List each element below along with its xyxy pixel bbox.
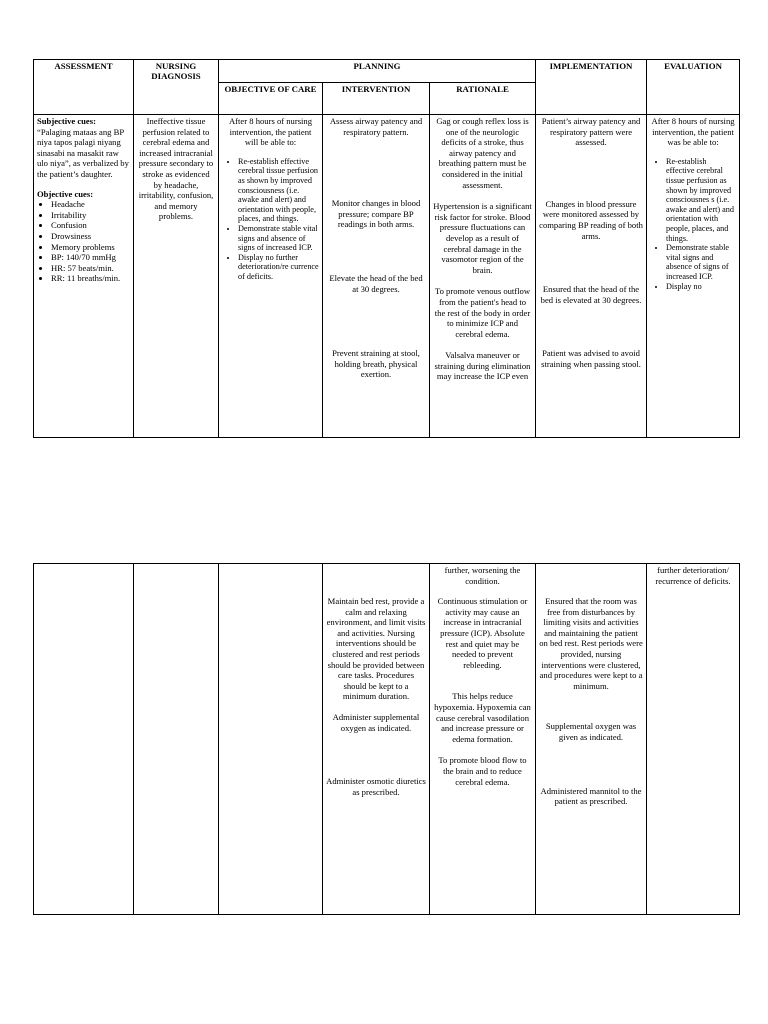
objective-goals-list bbox=[222, 157, 319, 282]
header-nursing-diagnosis: NURSING DIAGNOSIS bbox=[134, 60, 219, 115]
intervention-text: Monitor changes in blood pressure; compare BP readings in both arms. bbox=[331, 198, 421, 230]
header-planning: PLANNING bbox=[219, 60, 536, 83]
intervention-text: Prevent straining at stool, holding breath, physical exertion. bbox=[332, 348, 420, 380]
implementation-text: Supplemental oxygen was given as indicated. bbox=[545, 721, 637, 742]
list-item: • Display no bbox=[666, 282, 736, 292]
care-plan-table-page-2 bbox=[33, 563, 740, 915]
objective-cell-empty bbox=[219, 564, 323, 915]
list-item: • Confusion bbox=[51, 220, 130, 231]
rationale-text: Gag or cough reflex loss is one of the neurologic deficits of a stroke, thus airway patency and breathing pattern must be considered in the initial assessment. bbox=[436, 116, 529, 190]
rationale-text: Continuous stimulation or activity may cause an increase in intracranial pressure (ICP). Absolute rest and quiet may be needed to prevent rebleeding. bbox=[437, 596, 528, 670]
subjective-text: “Palaging mataas ang BP niya tapos palagi niyang sinasabi na masakit raw ulo niya”, as verbalized by the patient’s daughter. bbox=[37, 126, 129, 179]
list-item: • Demonstrate stable vital signs and absence of signs of increased ICP. bbox=[666, 243, 736, 281]
list-item: • Display no further deterioration/re currence of deficits. bbox=[238, 253, 319, 282]
implementation-cell bbox=[536, 115, 647, 438]
rationale-cell bbox=[430, 115, 536, 438]
intervention-text: Administer osmotic diuretics as prescribed. bbox=[326, 776, 426, 797]
subjective-label: Subjective cues: bbox=[37, 116, 96, 126]
evaluation-intro: After 8 hours of nursing intervention, the patient was be able to: bbox=[651, 116, 735, 148]
list-item: • RR: 11 breaths/min. bbox=[51, 273, 130, 284]
rationale-text: This helps reduce hypoxemia. Hypoxemia can cause cerebral vasodilation and increase pressure or edema formation. bbox=[434, 691, 531, 744]
implementation-text: Patient’s airway patency and respiratory pattern were assessed. bbox=[541, 116, 641, 148]
list-item: • Headache bbox=[51, 199, 130, 210]
objective-cues-list bbox=[37, 199, 130, 284]
header-implementation: IMPLEMENTATION bbox=[536, 60, 647, 115]
header-evaluation: EVALUATION bbox=[647, 60, 740, 115]
list-item: • Demonstrate stable vital signs and absence of signs of increased ICP. bbox=[238, 224, 319, 253]
list-item: • HR: 57 beats/min. bbox=[51, 263, 130, 274]
diagnosis-cell-empty bbox=[134, 564, 219, 915]
rationale-text: Hypertension is a significant risk factor for stroke. Blood pressure fluctuations can develop as a result of cerebral damage in the vasomotor region of the brain. bbox=[433, 201, 532, 275]
list-item: • Memory problems bbox=[51, 242, 130, 253]
header-assessment: ASSESSMENT bbox=[34, 60, 134, 115]
care-plan-table-page-1 bbox=[33, 59, 740, 438]
rationale-text: Valsalva maneuver or straining during elimination may increase the ICP even bbox=[434, 350, 531, 382]
intervention-text: Elevate the head of the bed at 30 degrees. bbox=[329, 272, 423, 294]
intervention-cell bbox=[323, 564, 430, 915]
list-item: • BP: 140/70 mmHg bbox=[51, 252, 130, 263]
evaluation-continued: further deterioration/ recurrence of deficits. bbox=[655, 565, 731, 586]
rationale-text: To promote venous outflow from the patient's head to the rest of the body in order to minimize ICP and cerebral edema. bbox=[434, 286, 531, 339]
implementation-text: Ensured that the room was free from disturbances by limiting visits and activities and maintaining the patient on bed rest. Rest periods were provided, nursing interventions were clustered, and procedures were kept to a minimum. bbox=[539, 596, 643, 691]
implementation-text: Administered mannitol to the patient as prescribed. bbox=[540, 785, 642, 807]
objective-of-care-cell bbox=[219, 115, 323, 438]
assessment-cell-empty bbox=[34, 564, 134, 915]
rationale-continued: further, worsening the condition. bbox=[444, 565, 521, 586]
rationale-cell bbox=[430, 564, 536, 915]
objective-label: Objective cues: bbox=[37, 188, 94, 199]
evaluation-outcomes-list bbox=[650, 157, 736, 291]
intervention-text: Assess airway patency and respiratory pattern. bbox=[329, 116, 423, 137]
list-item: • Re-establish effective cerebral tissue perfusion as shown by improved consciousnes s (i.e. awake and alert) and orientation with people, places, and things. bbox=[666, 157, 736, 243]
list-item: • Irritability bbox=[51, 210, 130, 221]
implementation-text: Changes in blood pressure were monitored assessed by comparing BP reading of both arms. bbox=[539, 198, 643, 241]
implementation-cell bbox=[536, 564, 647, 915]
implementation-text: Patient was advised to avoid straining when passing stool. bbox=[541, 348, 641, 369]
header-intervention: INTERVENTION bbox=[323, 83, 430, 115]
evaluation-cell bbox=[647, 564, 740, 915]
intervention-text: Maintain bed rest, provide a calm and relaxing environment, and limit visits and activities. Nursing interventions should be clustered and rest periods should be provided between care tasks. Procedures should be kept to a minimum duration. bbox=[326, 596, 426, 702]
list-item: • Re-establish effective cerebral tissue perfusion as shown by improved consciousness (i.e. awake and alert) and orientation with people, places, and things. bbox=[238, 157, 319, 224]
implementation-text: Ensured that the head of the bed is elevated at 30 degrees. bbox=[540, 284, 642, 305]
intervention-cell bbox=[323, 115, 430, 438]
diagnosis-cell: Ineffective tissue perfusion related to cerebral edema and increased intracranial pressure secondary to stroke as evidenced by headache, irritability, confusion, and memory problems. bbox=[134, 115, 219, 438]
evaluation-cell bbox=[647, 115, 740, 438]
header-objective-of-care: OBJECTIVE OF CARE bbox=[219, 83, 323, 115]
list-item: • Drowsiness bbox=[51, 231, 130, 242]
intervention-text: Administer supplemental oxygen as indicated. bbox=[332, 711, 420, 733]
objective-intro: After 8 hours of nursing intervention, the patient will be able to: bbox=[228, 116, 313, 148]
assessment-cell bbox=[34, 115, 134, 438]
rationale-text: To promote blood flow to the brain and to reduce cerebral edema. bbox=[438, 755, 527, 787]
header-rationale: RATIONALE bbox=[430, 83, 536, 115]
